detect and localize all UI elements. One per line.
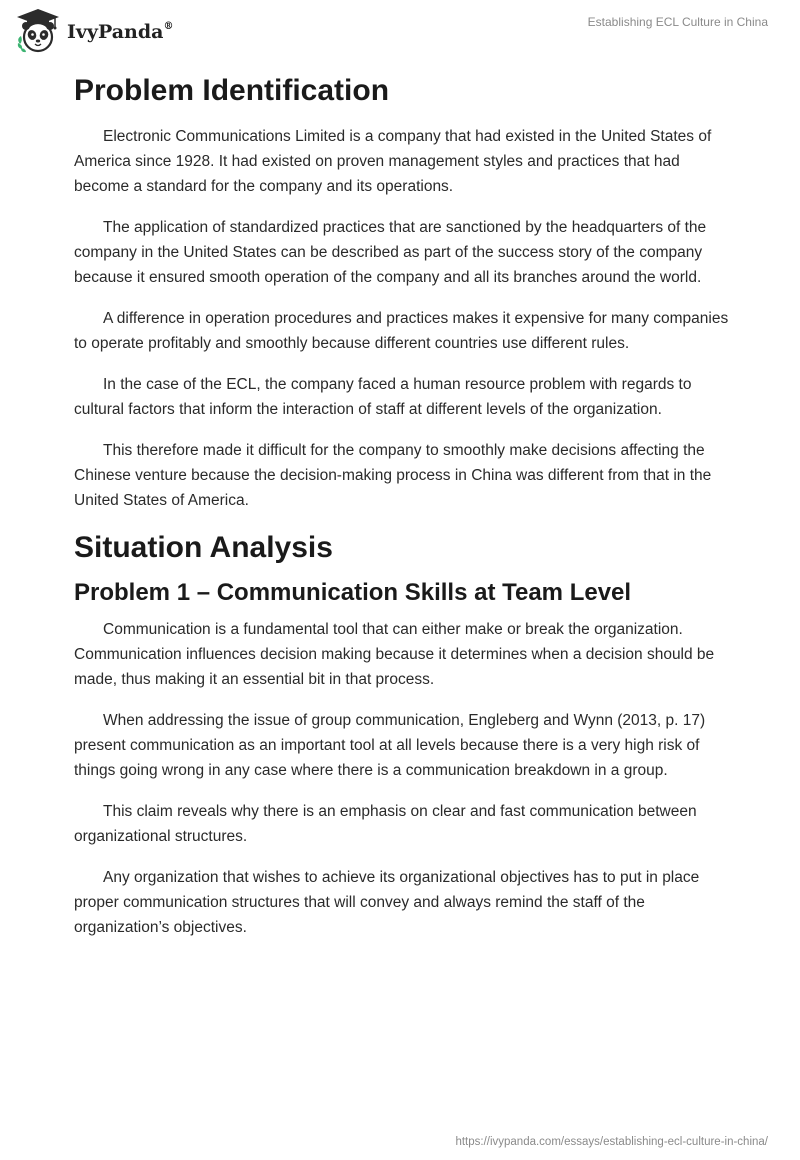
heading-situation-analysis: Situation Analysis	[74, 531, 333, 564]
paragraph: A difference in operation procedures and practices makes it expensive for many companies to operate profitably and smoothly because different countries use different rules.	[74, 310, 729, 352]
page-header	[0, 0, 800, 64]
paragraph: Communication is a fundamental tool that can either make or break the organization. Communication influences decision making because it determines when a decision should be made, thus making it an essential bit in that process.	[74, 621, 715, 688]
paragraph: This claim reveals why there is an emphasis on clear and fast communication between organizational structures.	[74, 803, 697, 845]
source-url[interactable]: https://ivypanda.com/essays/establishing-ecl-culture-in-china/	[455, 1136, 768, 1148]
ivypanda-logo[interactable]	[15, 8, 173, 54]
paragraph: The application of standardized practices that are sanctioned by the headquarters of the company in the United States can be described as part of the success story of the company because it ensured smooth operation of the company and all its branches around the world.	[74, 219, 707, 286]
paragraph: In the case of the ECL, the company faced a human resource problem with regards to cultural factors that inform the interaction of staff at different levels of the organization.	[74, 376, 692, 418]
subheading-problem-1: Problem 1 – Communication Skills at Team Level	[74, 579, 632, 606]
paragraph: Electronic Communications Limited is a company that had existed in the United States of America since 1928. It had existed on proven management styles and practices that had become a standard for the company and its operations.	[74, 128, 712, 195]
panda-graduate-icon	[15, 8, 61, 54]
essay-content	[74, 72, 734, 956]
paragraph: This therefore made it difficult for the company to smoothly make decisions affecting the Chinese venture because the decision-making process in China was different from that in the United States of America.	[74, 442, 712, 509]
paragraph: Any organization that wishes to achieve its organizational objectives has to put in place proper communication structures that will convey and always remind the staff of the organization’s objectives.	[74, 869, 700, 936]
brand-name: IvyPanda®	[67, 20, 174, 43]
paragraph: When addressing the issue of group communication, Engleberg and Wynn (2013, p. 17) present communication as an important tool at all levels because there is a very high risk of things going wrong in any case where there is a communication breakdown in a group.	[74, 712, 706, 779]
heading-problem-identification: Problem Identification	[74, 74, 390, 107]
document-title: Establishing ECL Culture in China	[587, 15, 768, 29]
